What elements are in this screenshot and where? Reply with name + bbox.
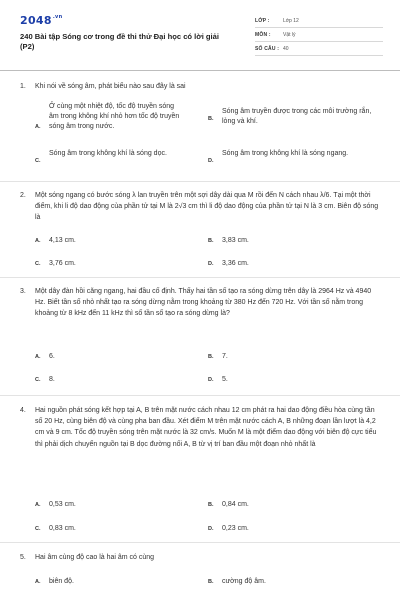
option-label: B.	[208, 354, 214, 360]
option-a[interactable]	[35, 236, 76, 246]
option-text: biên độ.	[49, 578, 74, 585]
option-text: 3,76 cm.	[49, 260, 76, 267]
option-label: A.	[35, 124, 41, 130]
option-text: 0,84 cm.	[222, 501, 249, 508]
option-text: Ở cùng một nhiệt độ, tốc độ truyền sóng âm trong không khí nhỏ hơn tốc độ truyền sóng âm trong nước.	[49, 103, 180, 130]
logo-text: 2048	[20, 14, 52, 27]
question-stem: Một sóng ngang có bước sóng λ lan truyền trên một sợi dây dài qua M rồi đến N cách nhau λ/6. Tại một thời điểm, khi li độ dao động của phần tử tại M là 2√3 cm thì li độ dao động của phần tử tại N là 3 cm. Biên độ sóng là	[35, 192, 379, 222]
question-divider	[0, 181, 400, 182]
option-text: cường độ âm.	[222, 578, 266, 585]
option-text: 3,36 cm.	[222, 260, 249, 267]
question-1	[20, 81, 382, 92]
option-text: 0,53 cm.	[49, 501, 76, 508]
question-number: 3.	[20, 288, 26, 295]
meta-key: MÔN :	[255, 31, 271, 38]
question-stem: Hai âm cùng độ cao là hai âm có cùng	[35, 554, 155, 561]
option-label: A.	[35, 238, 41, 244]
site-logo[interactable]	[20, 14, 62, 27]
meta-key: SỐ CÂU :	[255, 45, 280, 52]
option-c[interactable]	[35, 149, 194, 166]
option-label: D.	[208, 261, 214, 267]
logo-suffix: .vn	[52, 14, 63, 20]
option-d[interactable]	[208, 259, 249, 269]
question-number: 5.	[20, 554, 26, 561]
question-4	[20, 405, 382, 450]
question-stem: Hai nguồn phát sóng kết hợp tại A, B trên mặt nước cách nhau 12 cm phát ra hai dao động điều hòa cùng tần số 20 Hz, cùng biên độ và cùng pha ban đầu. Xét điểm M trên mặt nước cách A, B những đoạn lần lượt là 4,2 cm và 9 cm. Tốc độ truyền sóng trên mặt nước là 32 cm/s. Muốn M là một điểm dao động với biên độ cực tiểu thì phải dịch chuyển nguồn tại B dọc đường nối A, B từ vị trí ban đầu một đoạn nhỏ nhất là	[35, 407, 377, 448]
option-text: 3,83 cm.	[222, 237, 249, 244]
option-text: 7.	[222, 353, 228, 360]
option-a[interactable]	[35, 500, 76, 510]
option-label: D.	[208, 158, 214, 164]
meta-value: Vật lý	[283, 31, 296, 38]
question-number: 1.	[20, 83, 26, 90]
option-text: 4,13 cm.	[49, 237, 76, 244]
option-text: 0,83 cm.	[49, 525, 76, 532]
option-b[interactable]	[208, 577, 266, 587]
option-b[interactable]	[208, 236, 249, 246]
option-label: A.	[35, 354, 41, 360]
meta-row-count	[255, 42, 383, 56]
option-label: D.	[208, 526, 214, 532]
question-2	[20, 190, 382, 224]
option-a[interactable]	[35, 352, 55, 362]
option-c[interactable]	[35, 259, 76, 269]
option-b[interactable]	[208, 107, 380, 127]
option-text: Sóng âm trong không khí là sóng dọc.	[49, 150, 167, 157]
question-divider	[0, 542, 400, 543]
option-label: C.	[35, 377, 41, 383]
option-text: 5.	[222, 376, 228, 383]
option-d[interactable]	[208, 149, 372, 166]
meta-row-subject	[255, 28, 383, 42]
document-meta	[255, 14, 383, 56]
question-stem: Một dây đàn hồi căng ngang, hai đầu cố định. Thấy hai tần số tạo ra sóng dừng trên dây là 2964 Hz và 4940 Hz. Biết tần số nhỏ nhất tạo ra sóng dừng nằm trong khoảng từ 380 Hz đến 720 Hz. Với tần số nằm trong khoảng từ 8 kHz đến 11 kHz thì số tần số tạo ra sóng dừng là?	[35, 288, 372, 318]
option-a[interactable]	[35, 577, 74, 587]
question-5	[20, 552, 382, 563]
question-number: 4.	[20, 407, 26, 414]
option-label: B.	[208, 238, 214, 244]
option-c[interactable]	[35, 375, 55, 385]
meta-row-class	[255, 14, 383, 28]
question-stem: Khi nói về sóng âm, phát biểu nào sau đây là sai	[35, 83, 186, 90]
option-d[interactable]	[208, 524, 249, 534]
option-label: B.	[208, 502, 214, 508]
document-header	[0, 0, 400, 68]
header-divider	[0, 70, 400, 71]
option-label: C.	[35, 261, 41, 267]
option-label: B.	[208, 116, 214, 122]
option-c[interactable]	[35, 524, 76, 534]
option-label: B.	[208, 579, 214, 585]
option-text: 0,23 cm.	[222, 525, 249, 532]
option-text: Sóng âm truyền được trong các môi trường rắn, lỏng và khí.	[222, 108, 372, 125]
option-b[interactable]	[208, 500, 249, 510]
question-divider	[0, 395, 400, 396]
question-3	[20, 286, 382, 320]
question-divider	[0, 277, 400, 278]
option-text: 6.	[49, 353, 55, 360]
meta-key: LỚP :	[255, 17, 270, 24]
meta-value: 40	[283, 45, 289, 52]
option-text: Sóng âm trong không khí là sóng ngang.	[222, 150, 349, 157]
question-number: 2.	[20, 192, 26, 199]
option-label: C.	[35, 158, 41, 164]
option-b[interactable]	[208, 352, 228, 362]
option-label: A.	[35, 579, 41, 585]
option-label: C.	[35, 526, 41, 532]
option-label: D.	[208, 377, 214, 383]
document-title: 240 Bài tập Sóng cơ trong đề thi thử Đại học có lời giải (P2)	[20, 32, 219, 51]
meta-value: Lớp 12	[283, 17, 299, 24]
option-label: A.	[35, 502, 41, 508]
option-text: 8.	[49, 376, 55, 383]
option-d[interactable]	[208, 375, 228, 385]
option-a[interactable]	[35, 102, 184, 132]
